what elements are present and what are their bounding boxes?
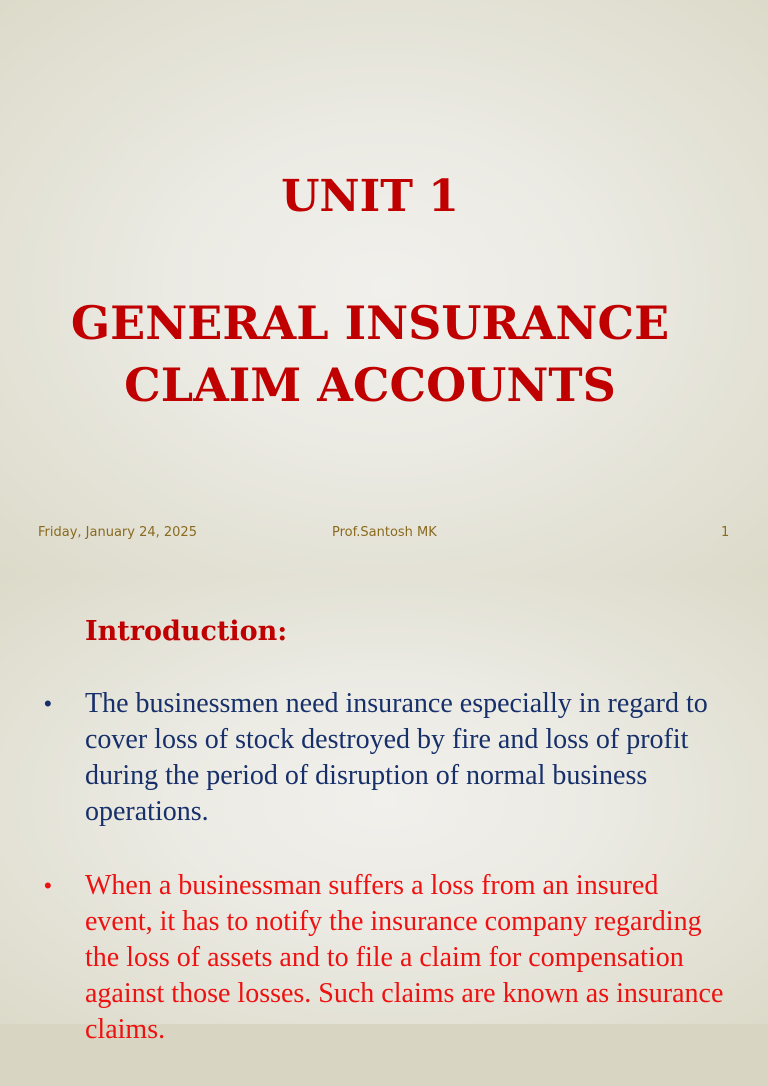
bullet-list [0,686,768,1086]
bullet-text-2: When a businessman suffers a loss from an insured event, it has to notify the insurance company regarding the loss of assets and to file a claim for compensation against those losses. Such claims are known as insurance claims. [85,870,724,1045]
main-title-line-2: CLAIM ACCOUNTS [124,358,616,412]
bullet-icon: • [44,691,52,716]
footer-date: Friday, January 24, 2025 [38,525,197,540]
footer-page-number: 1 [721,525,730,540]
bullet-item-2 [0,868,768,1048]
intro-heading: Introduction: [85,616,288,647]
bullet-icon: • [44,873,52,898]
slide-2 [0,576,768,1045]
bullet-item-1 [0,686,768,830]
main-title-line-1: GENERAL INSURANCE [70,296,670,350]
unit-title: UNIT 1 [281,171,459,222]
footer-author: Prof.Santosh MK [332,525,437,540]
bullet-text-1: The businessmen need insurance especially in regard to cover loss of stock destroyed by fire and loss of profit during the period of disruption of normal business operations. [85,688,708,827]
main-title [40,292,700,416]
